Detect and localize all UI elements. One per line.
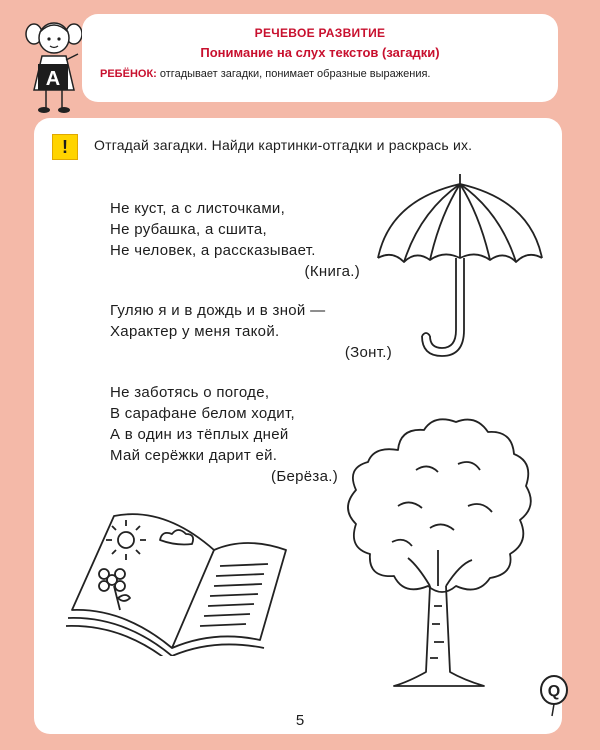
riddle-line: А в один из тёплых дней: [110, 426, 289, 443]
page-number: 5: [295, 712, 305, 729]
riddle-line: В сарафане белом ходит,: [110, 405, 295, 422]
child-goal-text: отгадывает загадки, понимает образные выражения.: [159, 68, 431, 80]
riddle-line: Характер у меня такой.: [110, 323, 280, 340]
exclamation-marker-icon: !: [52, 134, 78, 160]
riddle-line: Не заботясь о погоде,: [110, 384, 270, 401]
child-goal: [100, 68, 430, 80]
riddle-line: Не человек, а рассказывает.: [110, 242, 316, 259]
riddle-line: Не рубашка, а сшита,: [110, 221, 268, 238]
riddle-answer: (Книга.): [304, 263, 360, 280]
riddle-line: Не куст, а с листочками,: [110, 200, 286, 217]
riddle-umbrella: [110, 300, 392, 363]
riddle-answer: (Берёза.): [271, 468, 338, 485]
q-balloon-icon: [538, 674, 570, 718]
riddle-answer: (Зонт.): [344, 344, 392, 361]
kid-letter: А: [45, 68, 61, 90]
umbrella-icon[interactable]: [370, 172, 550, 362]
section-subtitle: Понимание на слух текстов (загадки): [200, 45, 440, 60]
girl-character-icon: [20, 10, 90, 120]
birch-tree-icon[interactable]: [338, 410, 538, 700]
section-header: [82, 14, 558, 102]
riddle-line: Май серёжки дарит ей.: [110, 447, 278, 464]
child-goal-label: РЕБЁНОК:: [100, 68, 157, 80]
section-title: РЕЧЕВОЕ РАЗВИТИЕ: [254, 26, 386, 40]
badge-letter: Q: [547, 683, 561, 700]
riddle-book: [110, 198, 360, 282]
task-instruction: Отгадай загадки. Найди картинки-отгадки и раскрась их.: [94, 137, 473, 153]
riddle-birch: [110, 382, 338, 487]
riddle-line: Гуляю я и в дождь и в зной —: [110, 302, 326, 319]
book-icon[interactable]: [64, 506, 294, 656]
